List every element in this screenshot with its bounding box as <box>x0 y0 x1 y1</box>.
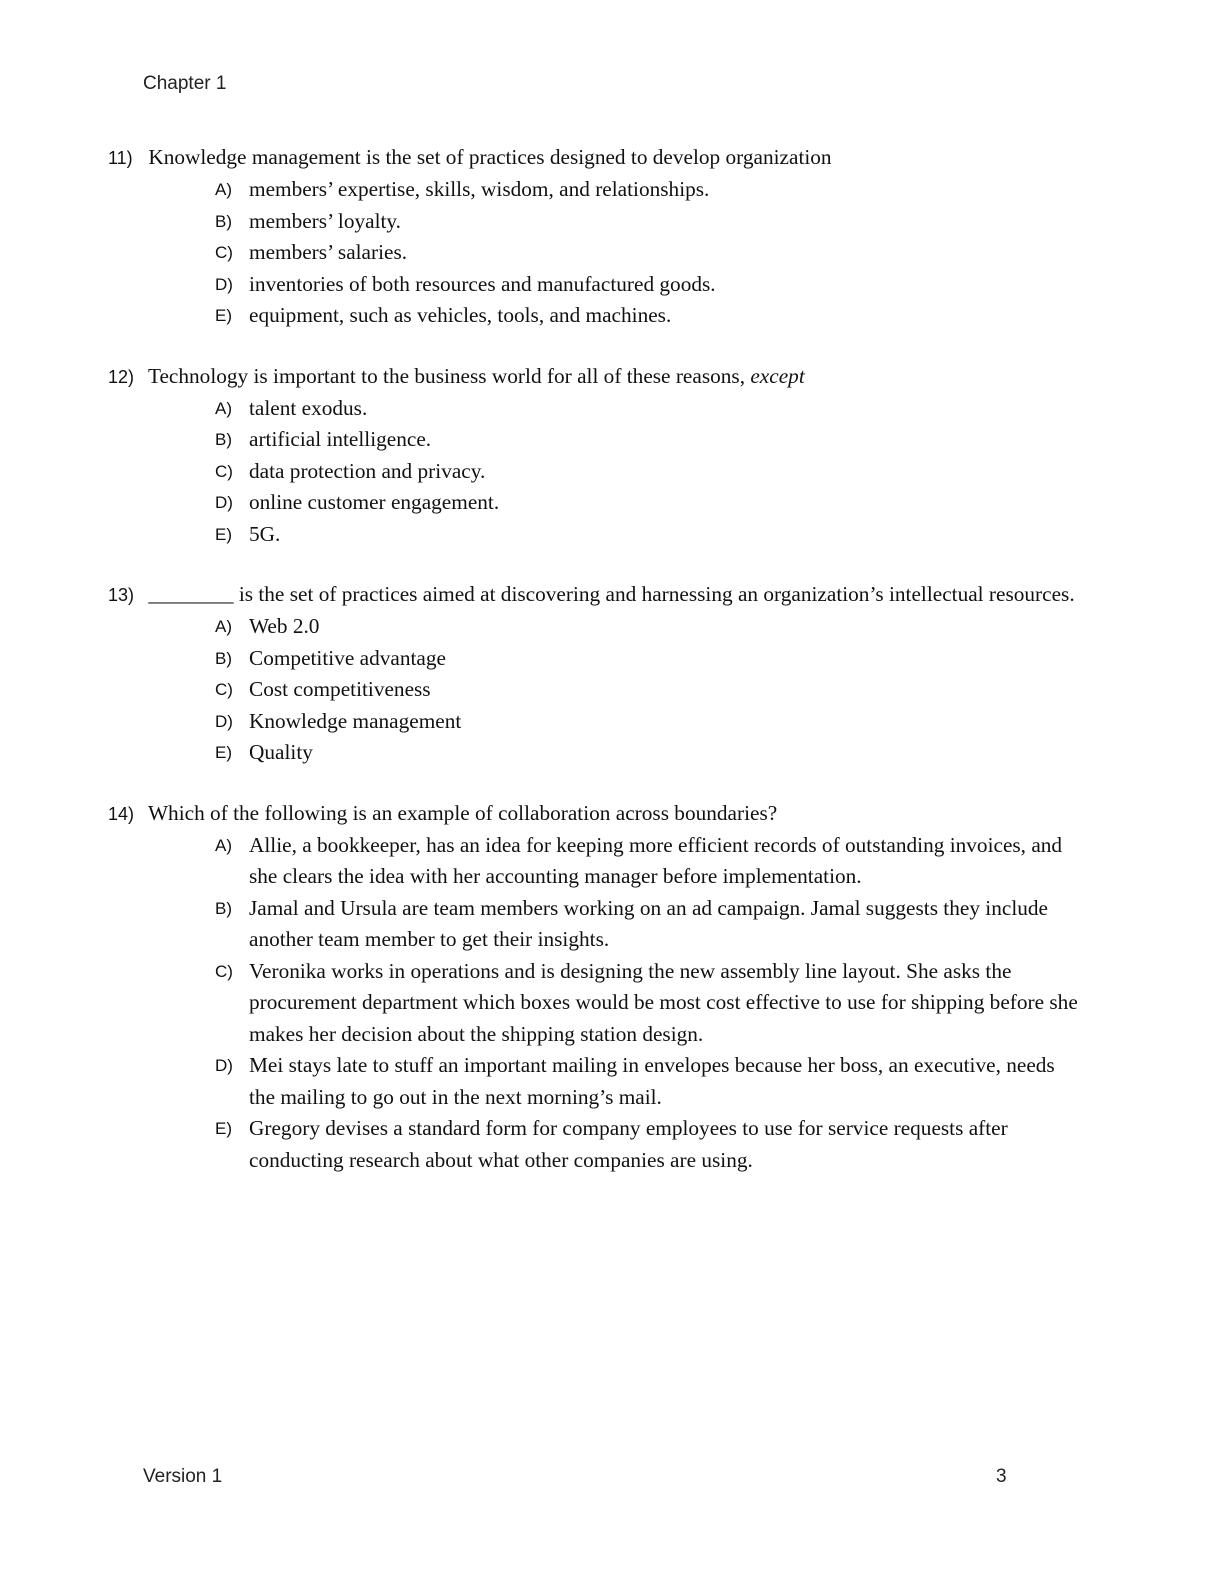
question-stem: 12) Technology is important to the business world for all of these reasons, except <box>108 363 805 388</box>
option-text: Web 2.0 <box>249 614 320 638</box>
option-text: data protection and privacy. <box>249 458 486 483</box>
answer-option[interactable] <box>143 487 1083 519</box>
option-letter: B) <box>215 211 232 231</box>
option-text: Jamal and Ursula are team members working on an ad campaign. Jamal suggests they include another team member to get their insights. <box>249 895 1048 951</box>
option-letter: C) <box>215 461 233 481</box>
option-letter: B) <box>215 648 232 668</box>
answer-option[interactable] <box>143 174 1083 206</box>
answer-option[interactable] <box>143 424 1083 456</box>
answer-option[interactable] <box>143 206 1083 238</box>
answer-option[interactable] <box>143 237 1083 269</box>
answer-option[interactable] <box>143 611 1083 643</box>
option-text: members’ salaries. <box>249 240 408 264</box>
option-letter: E) <box>215 743 232 762</box>
question-emphasis: except <box>750 363 805 388</box>
option-letter: D) <box>215 1056 233 1075</box>
answer-option[interactable] <box>143 893 1083 956</box>
answer-option[interactable] <box>143 737 1083 769</box>
answer-options <box>143 174 1083 332</box>
option-text: Cost competitiveness <box>249 677 431 701</box>
option-text: members’ expertise, skills, wisdom, and relationships. <box>249 177 710 201</box>
question-text: Knowledge management is the set of practices designed to develop organization <box>148 145 832 169</box>
option-text: Knowledge management <box>249 708 462 733</box>
option-letter: A) <box>215 835 232 855</box>
option-text: artificial intelligence. <box>249 427 432 451</box>
answer-option[interactable] <box>143 956 1083 1051</box>
answer-option[interactable] <box>143 643 1083 675</box>
answer-option[interactable] <box>143 1050 1083 1113</box>
answer-options <box>143 611 1083 769</box>
option-text: Competitive advantage <box>249 645 446 670</box>
question-stem: 13) ________ is the set of practices aimed at discovering and harnessing an organization’s intellectual resources. <box>108 582 1075 606</box>
question-text: Which of the following is an example of collaboration across boundaries? <box>147 800 778 825</box>
answer-option[interactable] <box>143 456 1083 488</box>
option-letter: A) <box>215 617 232 636</box>
option-text: inventories of both resources and manufactured goods. <box>249 271 716 296</box>
question-text: Technology is important to the business world for all of these reasons, <box>147 363 746 388</box>
answer-option[interactable] <box>143 706 1083 738</box>
option-letter: A) <box>215 180 232 199</box>
option-text: Gregory devises a standard form for company employees to use for service requests after conducting research about what other companies are using. <box>249 1116 1008 1172</box>
option-letter: C) <box>215 961 233 981</box>
option-letter: E) <box>215 524 232 544</box>
option-text: 5G. <box>249 521 281 546</box>
option-text: online customer engagement. <box>249 490 500 514</box>
option-letter: B) <box>215 430 232 449</box>
question-list <box>108 141 1083 1204</box>
page-number: 3 <box>996 1466 1007 1487</box>
answer-option[interactable] <box>143 519 1083 551</box>
option-letter: D) <box>215 274 233 294</box>
option-letter: E) <box>215 306 232 325</box>
option-letter: D) <box>215 493 233 512</box>
chapter-header: Chapter 1 <box>143 73 227 94</box>
answer-options <box>143 830 1083 1177</box>
option-text: talent exodus. <box>249 395 368 420</box>
option-text: Quality <box>249 740 313 764</box>
option-letter: E) <box>215 1119 232 1138</box>
question-14 <box>108 797 1083 1177</box>
option-letter: A) <box>215 398 232 418</box>
question-12 <box>108 360 1083 551</box>
version-footer: Version 1 <box>143 1466 223 1487</box>
option-text: equipment, such as vehicles, tools, and machines. <box>249 303 672 327</box>
question-13 <box>108 578 1083 769</box>
option-letter: C) <box>215 243 233 262</box>
option-letter: C) <box>215 680 233 699</box>
question-11 <box>108 141 1083 332</box>
answer-options <box>143 393 1083 551</box>
question-stem: 11) Knowledge management is the set of practices designed to develop organization <box>108 145 832 169</box>
option-text: Allie, a bookkeeper, has an idea for keeping more efficient records of outstanding invoices, and she clears the idea with her accounting manager before implementation. <box>249 832 1063 888</box>
answer-option[interactable] <box>143 269 1083 301</box>
option-text: Mei stays late to stuff an important mailing in envelopes because her boss, an executive, needs the mailing to go out in the next morning’s mail. <box>249 1053 1055 1109</box>
answer-option[interactable] <box>143 1113 1083 1176</box>
answer-option[interactable] <box>143 300 1083 332</box>
option-text: members’ loyalty. <box>249 208 401 233</box>
answer-option[interactable] <box>143 674 1083 706</box>
question-stem: 14) Which of the following is an example of collaboration across boundaries? <box>108 800 778 825</box>
option-text: Veronika works in operations and is designing the new assembly line layout. She asks the procurement department which boxes would be most cost effective to use for shipping before she makes her decision about the shipping station design. <box>249 958 1078 1046</box>
answer-option[interactable] <box>143 393 1083 425</box>
option-letter: D) <box>215 711 233 731</box>
option-letter: B) <box>215 898 232 918</box>
question-text: ________ is the set of practices aimed at discovering and harnessing an organization’s intellectual resources. <box>148 582 1075 606</box>
answer-option[interactable] <box>143 830 1083 893</box>
